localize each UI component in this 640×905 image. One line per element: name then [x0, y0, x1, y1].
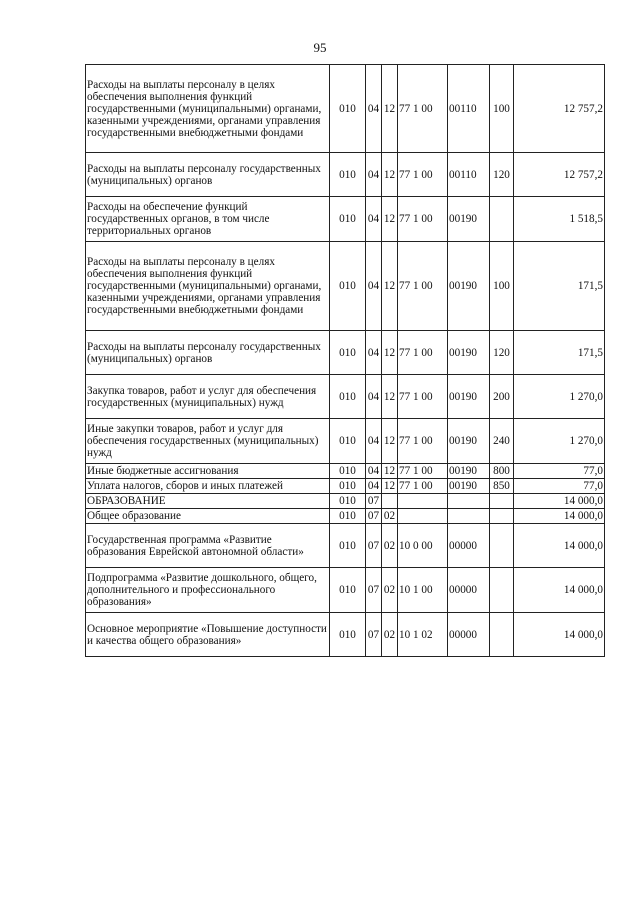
expense-type-code: 850 [490, 479, 514, 494]
target-code-suffix: 00000 [448, 568, 490, 613]
target-code [398, 494, 448, 509]
expense-type-code: 240 [490, 419, 514, 464]
row-name: Уплата налогов, сборов и иных платежей [86, 479, 330, 494]
subsection-code: 12 [382, 419, 398, 464]
subsection-code [382, 494, 398, 509]
section-code: 04 [366, 464, 382, 479]
row-name: Расходы на выплаты персоналу государственных (муниципальных) органов [86, 331, 330, 375]
table-row [86, 479, 605, 494]
gr-code: 010 [330, 153, 366, 197]
target-code-suffix: 00190 [448, 464, 490, 479]
target-code-suffix: 00190 [448, 375, 490, 419]
subsection-code: 12 [382, 153, 398, 197]
gr-code: 010 [330, 613, 366, 657]
amount: 171,5 [514, 331, 605, 375]
target-code: 77 1 00 [398, 331, 448, 375]
amount: 12 757,2 [514, 153, 605, 197]
table-row [86, 568, 605, 613]
target-code: 10 1 00 [398, 568, 448, 613]
row-name: Подпрограмма «Развитие дошкольного, общего, дополнительного и профессионального образования» [86, 568, 330, 613]
row-name: ОБРАЗОВАНИЕ [86, 494, 330, 509]
expense-type-code [490, 613, 514, 657]
gr-code: 010 [330, 419, 366, 464]
section-code: 04 [366, 197, 382, 242]
table-row [86, 613, 605, 657]
amount: 1 270,0 [514, 375, 605, 419]
target-code: 77 1 00 [398, 65, 448, 153]
section-code: 04 [366, 419, 382, 464]
expense-type-code [490, 568, 514, 613]
target-code: 77 1 00 [398, 197, 448, 242]
amount: 77,0 [514, 464, 605, 479]
section-code: 04 [366, 65, 382, 153]
section-code: 04 [366, 479, 382, 494]
target-code-suffix: 00190 [448, 479, 490, 494]
target-code-suffix: 00110 [448, 65, 490, 153]
table-row [86, 331, 605, 375]
table-row [86, 242, 605, 331]
gr-code: 010 [330, 479, 366, 494]
row-name: Расходы на обеспечение функций государственных органов, в том числе территориальных органов [86, 197, 330, 242]
section-code: 04 [366, 331, 382, 375]
amount: 14 000,0 [514, 509, 605, 524]
subsection-code: 12 [382, 197, 398, 242]
amount: 14 000,0 [514, 568, 605, 613]
gr-code: 010 [330, 464, 366, 479]
expense-type-code [490, 197, 514, 242]
subsection-code: 12 [382, 479, 398, 494]
row-name: Закупка товаров, работ и услуг для обеспечения государственных (муниципальных) нужд [86, 375, 330, 419]
amount: 14 000,0 [514, 613, 605, 657]
gr-code: 010 [330, 524, 366, 568]
target-code: 10 0 00 [398, 524, 448, 568]
target-code [398, 509, 448, 524]
section-code: 07 [366, 613, 382, 657]
subsection-code: 12 [382, 375, 398, 419]
target-code-suffix: 00190 [448, 197, 490, 242]
target-code-suffix [448, 509, 490, 524]
target-code-suffix: 00000 [448, 524, 490, 568]
expense-type-code [490, 494, 514, 509]
target-code-suffix: 00190 [448, 419, 490, 464]
target-code: 77 1 00 [398, 242, 448, 331]
gr-code: 010 [330, 375, 366, 419]
target-code: 77 1 00 [398, 419, 448, 464]
target-code: 77 1 00 [398, 464, 448, 479]
row-name: Расходы на выплаты персоналу государственных (муниципальных) органов [86, 153, 330, 197]
target-code: 77 1 00 [398, 375, 448, 419]
subsection-code: 02 [382, 613, 398, 657]
table-row [86, 65, 605, 153]
target-code-suffix: 00190 [448, 242, 490, 331]
target-code: 77 1 00 [398, 153, 448, 197]
expense-type-code: 100 [490, 242, 514, 331]
expense-type-code [490, 524, 514, 568]
page-number: 95 [313, 40, 327, 55]
row-name: Иные закупки товаров, работ и услуг для обеспечения государственных (муниципальных) нужд [86, 419, 330, 464]
table-row [86, 153, 605, 197]
subsection-code: 02 [382, 524, 398, 568]
subsection-code: 12 [382, 464, 398, 479]
section-code: 07 [366, 568, 382, 613]
row-name: Государственная программа «Развитие образования Еврейской автономной области» [86, 524, 330, 568]
subsection-code: 12 [382, 242, 398, 331]
target-code-suffix [448, 494, 490, 509]
section-code: 07 [366, 494, 382, 509]
amount: 1 270,0 [514, 419, 605, 464]
table-row [86, 524, 605, 568]
amount: 1 518,5 [514, 197, 605, 242]
section-code: 07 [366, 524, 382, 568]
row-name: Расходы на выплаты персоналу в целях обеспечения выполнения функций государственными (муниципальными) органами, казенными учреждениями, органами управления государственными внебюджетными фондами [86, 242, 330, 331]
section-code: 07 [366, 509, 382, 524]
amount: 171,5 [514, 242, 605, 331]
expense-type-code: 120 [490, 331, 514, 375]
gr-code: 010 [330, 242, 366, 331]
section-code: 04 [366, 153, 382, 197]
gr-code: 010 [330, 509, 366, 524]
section-code: 04 [366, 375, 382, 419]
row-name: Иные бюджетные ассигнования [86, 464, 330, 479]
gr-code: 010 [330, 568, 366, 613]
amount: 14 000,0 [514, 524, 605, 568]
row-name: Расходы на выплаты персоналу в целях обеспечения выполнения функций государственными (муниципальными) органами, казенными учреждениями, органами управления государственными внебюджетными фондами [86, 65, 330, 153]
subsection-code: 12 [382, 65, 398, 153]
subsection-code: 12 [382, 331, 398, 375]
table-row [86, 375, 605, 419]
gr-code: 010 [330, 197, 366, 242]
target-code: 10 1 02 [398, 613, 448, 657]
amount: 14 000,0 [514, 494, 605, 509]
section-code: 04 [366, 242, 382, 331]
table-row [86, 419, 605, 464]
subsection-code: 02 [382, 509, 398, 524]
target-code-suffix: 00110 [448, 153, 490, 197]
row-name: Общее образование [86, 509, 330, 524]
expense-type-code [490, 509, 514, 524]
gr-code: 010 [330, 494, 366, 509]
target-code: 77 1 00 [398, 479, 448, 494]
table-row [86, 494, 605, 509]
table-row [86, 464, 605, 479]
expense-type-code: 100 [490, 65, 514, 153]
target-code-suffix: 00190 [448, 331, 490, 375]
target-code-suffix: 00000 [448, 613, 490, 657]
amount: 77,0 [514, 479, 605, 494]
gr-code: 010 [330, 331, 366, 375]
expense-type-code: 800 [490, 464, 514, 479]
table-row [86, 197, 605, 242]
expense-type-code: 200 [490, 375, 514, 419]
subsection-code: 02 [382, 568, 398, 613]
budget-table [85, 64, 605, 657]
row-name: Основное мероприятие «Повышение доступности и качества общего образования» [86, 613, 330, 657]
expense-type-code: 120 [490, 153, 514, 197]
table-row [86, 509, 605, 524]
amount: 12 757,2 [514, 65, 605, 153]
gr-code: 010 [330, 65, 366, 153]
